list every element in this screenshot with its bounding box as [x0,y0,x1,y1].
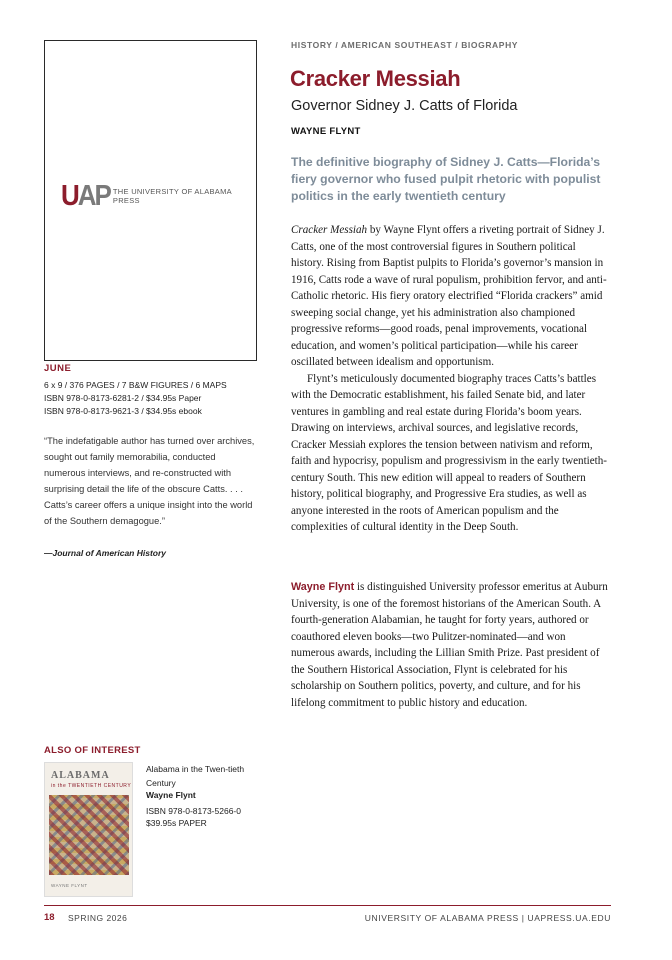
related-book-title: Alabama in the Twen-tieth Century [146,764,245,788]
description-title-italic: Cracker Messiah [291,224,368,236]
book-author: WAYNE FLYNT [291,126,361,137]
book-description [291,222,611,536]
review-source: —Journal of American History [44,548,167,558]
also-of-interest-heading: ALSO OF INTEREST [44,745,141,756]
publisher-logo [61,178,256,212]
related-book-isbn: ISBN 978-0-8173-5266-0 [146,806,241,816]
author-bio-name: Wayne Flynt [291,581,355,593]
book-subtitle: Governor Sidney J. Catts of Florida [291,98,518,114]
related-book-details [146,805,241,829]
related-cover-title: ALABAMA [51,770,110,781]
book-title: Cracker Messiah [290,66,461,91]
book-category: HISTORY / AMERICAN SOUTHEAST / BIOGRAPHY [291,40,519,50]
description-paragraph-1: Cracker Messiah by Wayne Flynt offers a riveting portrait of Sidney J. Catts, one of the most controversial figures in Southern political history. Rising from Baptist pulpits to Florida’s governor’s mansion in 1916, Catts rode a wave of rural populism, prohibition fervor, and anti-Catholic rhetoric. His fiery oratory electrified “Florida crackers” amid sweeping social change, yet his administration also championed progressive reforms—good roads, penal improvements, vocational education, and women’s political participation—while his career oscillated between idealism and opportunism. [291,224,607,368]
catalog-season: SPRING 2026 [68,913,128,923]
uap-logo-mark: UAP [61,178,110,212]
book-specs [44,379,227,418]
book-cover-placeholder [44,40,257,361]
related-cover-author: WAYNE FLYNT [51,883,88,888]
description-paragraph-2: Flynt’s meticulously documented biography traces Catts’s battles with the Democratic establishment, his failed Senate bid, and later ventures in gambling and real estate during Florida’s boom years. Drawing on interviews, archival sources, and legislative records, Cracker Messiah explores the tension between nativism and reform, faith and hypocrisy, populism and progressivism in the early twentieth-century South. This new edition will appeal to readers of Southern history, political biography, and Progressive Era studies, as well as anyone interested in the roots of American populism and the complexities of cultural identity in the Deep South. [291,372,608,533]
publisher-logo-text: THE UNIVERSITY OF ALABAMA PRESS [112,187,232,205]
related-book-cover[interactable] [44,762,133,897]
specs-isbn-paper: ISBN 978-0-8173-6281-2 / $34.95s Paper [44,393,202,403]
author-bio [291,579,611,711]
related-cover-subtitle: in the TWENTIETH CENTURY [51,783,132,789]
specs-isbn-ebook: ISBN 978-0-8173-9621-3 / $34.95s ebook [44,406,202,416]
page-number: 18 [44,912,55,923]
author-bio-text: is distinguished University professor emeritus at Auburn University, is one of the foremost historians of the American South. A fourth-generation Alabamian, he taught for forty years, authored or coauthored eleven books—two Pulitzer-nominated—and won numerous awards, including the Lillian Smith Prize. Past president of the Southern Historical Association, Flynt is celebrated for his scholarship on Southern politics, poverty, and culture, and for his lifelong commitment to public history and education. [291,581,608,709]
related-book-author: Wayne Flynt [146,790,196,800]
publication-month: JUNE [44,363,72,374]
footer-divider [44,905,611,906]
book-tagline: The definitive biography of Sidney J. Catts—Florida’s fiery governor who fused pulpit rhetoric with populist politics in the early twentieth century [291,155,601,203]
quilt-artwork-image [49,795,129,875]
review-quote: “The indefatigable author has turned over archives, sought out family memorabilia, conducted numerous interviews, and re-constructed with surprising detail the life of the obscure Catts. . . . Catts’s career offers a unique insight into the world of the Southern demagogue.” [44,436,255,526]
specs-format: 6 x 9 / 376 PAGES / 7 B&W FIGURES / 6 MAPS [44,380,227,390]
footer-publisher-url[interactable]: UNIVERSITY OF ALABAMA PRESS | UAPRESS.UA.EDU [364,913,611,923]
related-book-price: $39.95s PAPER [146,818,207,828]
